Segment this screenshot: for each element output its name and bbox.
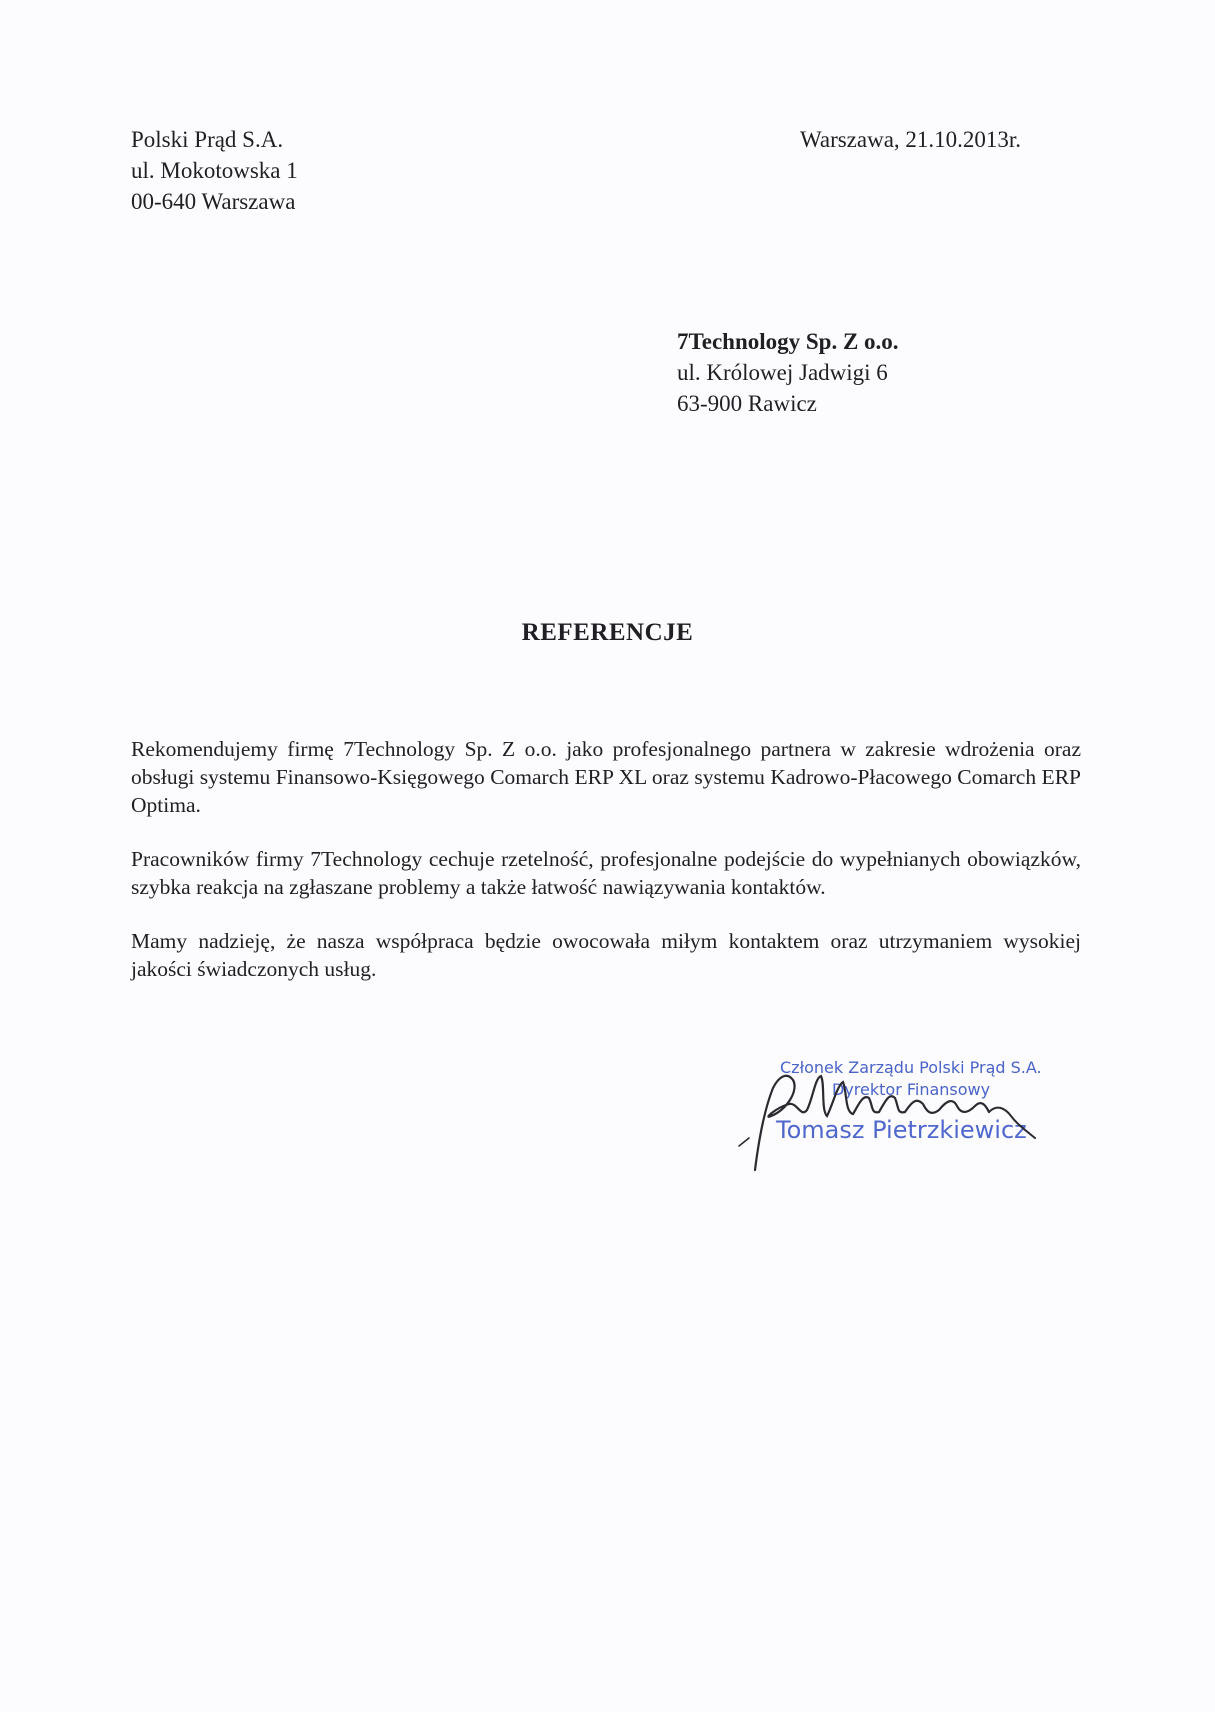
paragraph-2: Pracowników firmy 7Technology cechuje rzetelność, profesjonalne podejście do wypełnianych obowiązków, szybka reakcja na zgłaszane problemy a także łatwość nawiązywania kontaktów.	[131, 847, 1081, 899]
paragraph-3: Mamy nadzieję, że nasza współpraca będzie owocowała miłym kontaktem oraz utrzymaniem wysokiej jakości świadczonych usług.	[131, 929, 1081, 981]
paragraph-1: Rekomendujemy firmę 7Technology Sp. Z o.o. jako profesjonalnego partnera w zakresie wdrożenia oraz obsługi systemu Finansowo-Księgowego Comarch ERP XL oraz systemu Kadrowo-Płacowego Comarch ERP Optima.	[131, 737, 1081, 817]
recipient-name: 7Technology Sp. Z o.o.	[677, 329, 899, 354]
stamp-line-position: Członek Zarządu Polski Prąd S.A.	[780, 1058, 1042, 1077]
sender-city: 00-640 Warszawa	[131, 189, 296, 214]
letter-body	[131, 735, 1081, 1009]
recipient-address	[677, 326, 899, 419]
recipient-city: 63-900 Rawicz	[677, 391, 817, 416]
signature-stroke-main	[755, 1076, 989, 1170]
signature-stroke-lead	[739, 1138, 749, 1146]
sender-street: ul. Mokotowska 1	[131, 158, 298, 183]
recipient-street: ul. Królowej Jadwigi 6	[677, 360, 888, 385]
signature-stroke-tail	[989, 1108, 1035, 1138]
sender-name: Polski Prąd S.A.	[131, 127, 284, 152]
letter-date: Warszawa, 21.10.2013r.	[800, 127, 1022, 152]
stamp-line-name: Tomasz Pietrzkiewicz	[776, 1116, 1027, 1144]
sender-address	[131, 124, 298, 217]
letter-title: REFERENCJE	[521, 619, 694, 646]
handwritten-signature	[735, 1058, 1065, 1178]
stamp-line-role: Dyrektor Finansowy	[832, 1080, 991, 1099]
